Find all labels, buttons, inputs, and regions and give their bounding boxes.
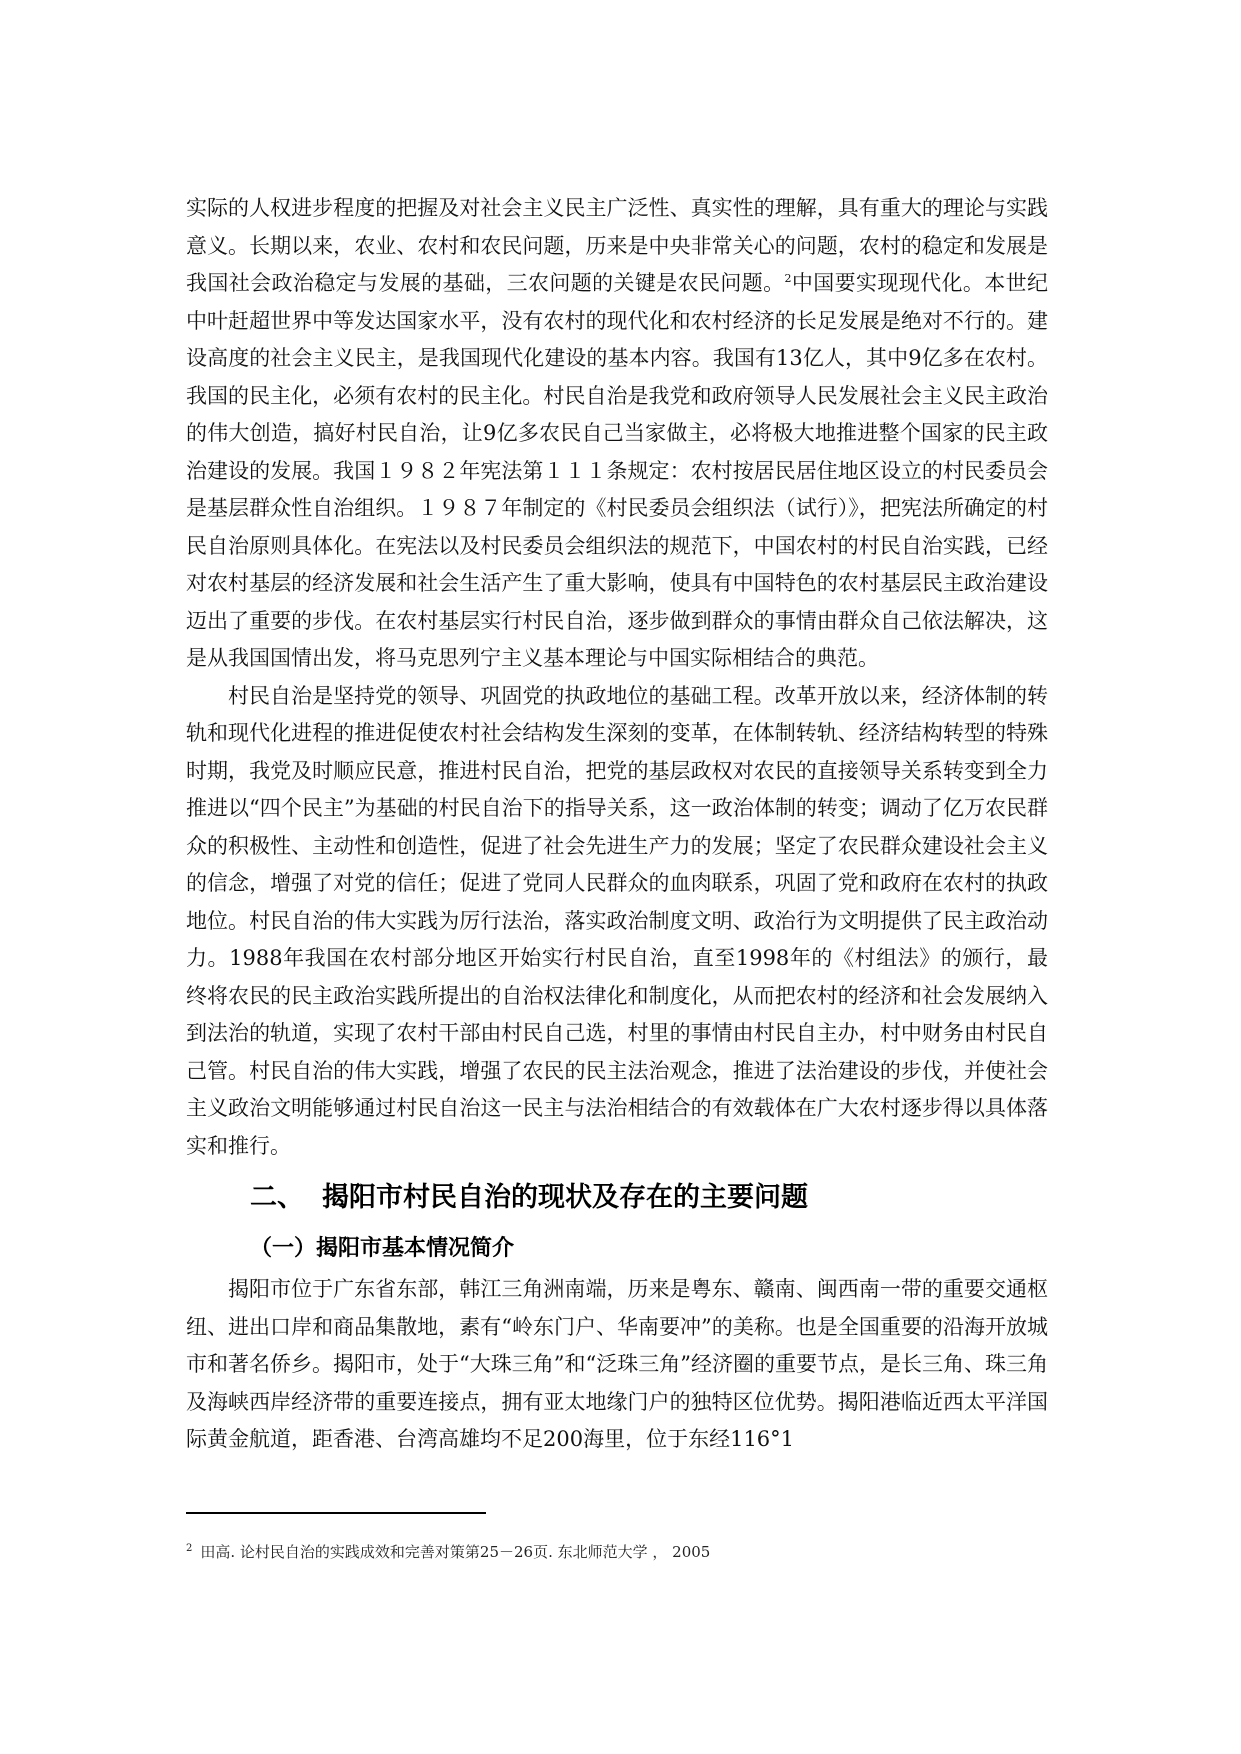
subsection-heading: （一）揭阳市基本情况简介 xyxy=(250,1236,515,1261)
footnote-separator xyxy=(186,1512,486,1514)
paragraph-1 xyxy=(186,190,1048,678)
footnote-number: 2 xyxy=(186,1543,193,1554)
paragraph-3: 揭阳市位于广东省东部，韩江三角洲南端，历来是粤东、赣南、闽西南一带的重要交通枢纽、进出口岸和商品集散地，素有“岭东门户、华南要冲”的美称。也是全国重要的沿海开放城市和著名侨乡。揭阳市，处于“大珠三角”和“泛珠三角”经济圈的重要节点，是长三角、珠三角及海峡西岸经济带的重要连接点，拥有亚太地缘门户的独特区位优势。揭阳港临近西太平洋国际黄金航道，距香港、台湾高雄均不足200海里，位于东经116°1 xyxy=(186,1277,1048,1451)
section-heading-number: 二、 xyxy=(250,1182,304,1213)
footnote xyxy=(186,1538,1046,1563)
footnote-ref[interactable]: 2 xyxy=(784,272,792,285)
page-body xyxy=(186,190,1048,1459)
section-heading xyxy=(186,1173,1048,1223)
footnote-text: 田高. 论村民自治的实践成效和完善对策第25－26页. 东北师范大学 ， 2005 xyxy=(200,1543,711,1561)
paragraph-1-text-b: 中国要实现现代化。本世纪中叶赶超世界中等发达国家水平，没有农村的现代化和农村经济的长足发展是绝对不行的。建设高度的社会主义民主，是我国现代化建设的基本内容。我国有13亿人，其中9亿多在农村。我国的民主化，必须有农村的民主化。村民自治是我党和政府领导人民发展社会主义民主政治的伟大创造，搞好村民自治，让9亿多农民自己当家做主，必将极大地推进整个国家的民主政治建设的发展。我国１９８２年宪法第１１１条规定：农村按居民居住地区设立的村民委员会是基层群众性自治组织。１９８７年制定的《村民委员会组织法（试行）》，把宪法所确定的村民自治原则具体化。在宪法以及村民委员会组织法的规范下，中国农村的村民自治实践，已经对农村基层的经济发展和社会生活产生了重大影响，使具有中国特色的农村基层民主政治建设迈出了重要的步伐。在农村基层实行村民自治，逐步做到群众的事情由群众自己依法解决，这是从我国国情出发，将马克思列宁主义基本理论与中国实际相结合的典范。 xyxy=(186,271,1048,670)
paragraph-2: 村民自治是坚持党的领导、巩固党的执政地位的基础工程。改革开放以来，经济体制的转轨和现代化进程的推进促使农村社会结构发生深刻的变革，在体制转轨、经济结构转型的特殊时期，我党及时顺应民意，推进村民自治，把党的基层政权对农民的直接领导关系转变到全力推进以“四个民主”为基础的村民自治下的指导关系，这一政治体制的转变；调动了亿万农民群众的积极性、主动性和创造性，促进了社会先进生产力的发展；坚定了农民群众建设社会主义的信念，增强了对党的信任；促进了党同人民群众的血肉联系，巩固了党和政府在农村的执政地位。村民自治的伟大实践为厉行法治，落实政治制度文明、政治行为文明提供了民主政治动力。1988年我国在农村部分地区开始实行村民自治，直至1998年的《村组法》的颁行，最终将农民的民主政治实践所提出的自治权法律化和制度化，从而把农村的经济和社会发展纳入到法治的轨道，实现了农村干部由村民自己选，村里的事情由村民自主办，村中财务由村民自己管。村民自治的伟大实践，增强了农民的民主法治观念，推进了法治建设的步伐，并使社会主义政治文明能够通过村民自治这一民主与法治相结合的有效载体在广大农村逐步得以具体落实和推行。 xyxy=(186,683,1048,1158)
section-heading-text: 揭阳市村民自治的现状及存在的主要问题 xyxy=(322,1182,808,1213)
paragraph-1-text-a: 实际的人权进步程度的把握及对社会主义民主广泛性、真实性的理解，具有重大的理论与实践意义。长期以来，农业、农村和农民问题，历来是中央非常关心的问题，农村的稳定和发展是我国社会政治稳定与发展的基础，三农问题的关键是农民问题。 xyxy=(186,196,1048,295)
